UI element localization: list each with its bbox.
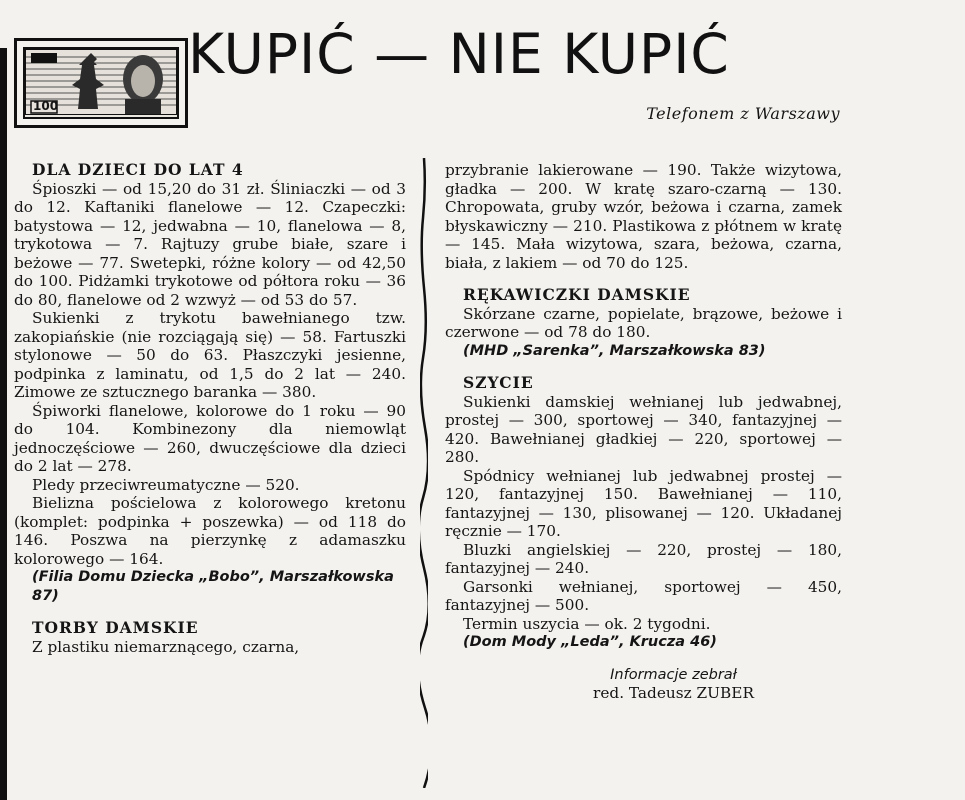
paragraph: Skórzane czarne, popielate, brązowe, beżowe i czerwone — od 78 do 180. [445,304,842,341]
paragraph: Sukienki z trykotu bawełnianego tzw. zakopiańskie (nie rozciągają się) — 58. Fartuszki stylonowe — 50 do 63. Płaszczyki jesienne, podpinka z laminatu, od 1,5 do 2 lat — 240. Zimowe ze sztucznego baranka — 380. [14,309,406,401]
section-heading: TORBY DAMSKIE [32,618,199,637]
article-title: KUPIĆ — NIE KUPIĆ [188,22,730,86]
banknote-logo-inner [23,47,179,119]
signature-name: red. Tadeusz ZUBER [593,684,754,702]
source-note: (Dom Mody „Leda”, Krucza 46) [463,634,717,650]
left-column [14,161,406,656]
signature-role: Informacje zebrał [610,666,737,683]
article-byline: Telefonem z Warszawy [646,104,840,123]
paragraph: Spódnicy wełnianej lub jedwabnej prostej — 120, fantazyjnej 150. Bawełnianej — 110, fantazyjnej — 130, plisowanej — 120. Układanej ręcznie — 170. [445,466,842,540]
paragraph: Sukienki damskiej wełnianej lub jedwabnej, prostej — 300, sportowej — 340, fantazyjnej — 420. Bawełnianej gładkiej — 220, sportowej — 280. [445,392,842,466]
banknote-denomination: 100 [33,99,59,113]
section-gap [445,360,842,374]
section-gap [445,272,842,286]
paragraph-continued: przybranie lakierowane — 190. Także wizytowa, gładka — 200. W kratę szaro-czarną — 130. Chropowata, gruby wzór, beżowa i czarna, zamek błyskawiczny — 210. Plastikowa z płótnem w kratę — 145. Mała wizytowa, szara, beżowa, czarna, biała, z lakiem — od 70 do 125. [445,161,842,272]
paragraph: Pledy przeciwreumatyczne — 520. [32,475,300,494]
column-divider [420,158,428,788]
section-heading: RĘKAWICZKI DAMSKIE [463,285,691,304]
source-note: (Filia Domu Dziecka „Bobo”, Marszałkowska 87) [32,569,394,604]
section-heading: SZYCIE [463,373,534,392]
paragraph: Bluzki angielskiej — 220, prostej — 180, fantazyjnej — 240. [445,540,842,577]
banknote-logo [14,38,188,128]
left-margin-bar [0,48,7,800]
source-note: (MHD „Sarenka”, Marszałkowska 83) [463,342,766,359]
section-heading: DLA DZIECI DO LAT 4 [32,160,244,179]
paragraph: Bielizna pościelowa z kolorowego kretonu (komplet: podpinka + poszewka) — od 118 do 146. Poszwa na pierzynkę z adamaszku kolorowego — 164. [14,494,406,568]
paragraph: Śpiworki flanelowe, kolorowe do 1 roku — 90 do 104. Kombinezony dla niemowląt jednoczęściowe — 260, dwuczęściowe dla dzieci do 2 lat — 278. [14,401,406,475]
section-gap [445,652,842,666]
author-signature [445,666,842,703]
right-column [445,161,842,703]
section-gap [14,605,406,619]
paragraph: Śpioszki — od 15,20 do 31 zł. Śliniaczki — od 3 do 12. Kaftaniki flanelowe — 12. Czapeczki: batystowa — 12, jedwabna — 10, flanelowa — 8, trykotowa — 7. Rajtuzy grube białe, szare i beżowe — 77. Swetерki, różne kolory — od 42,50 do 100. Pidżamki trykotowe od półtora roku — 36 do 80, flanelowe od 2 wzwyż — od 53 do 57. [14,179,406,309]
paragraph: Termin uszycia — ok. 2 tygodni. [463,614,711,633]
paragraph: Z plastiku niemarznącego, czarna, [32,637,300,656]
paragraph: Garsonki wełnianej, sportowej — 450, fantazyjnej — 500. [445,577,842,614]
